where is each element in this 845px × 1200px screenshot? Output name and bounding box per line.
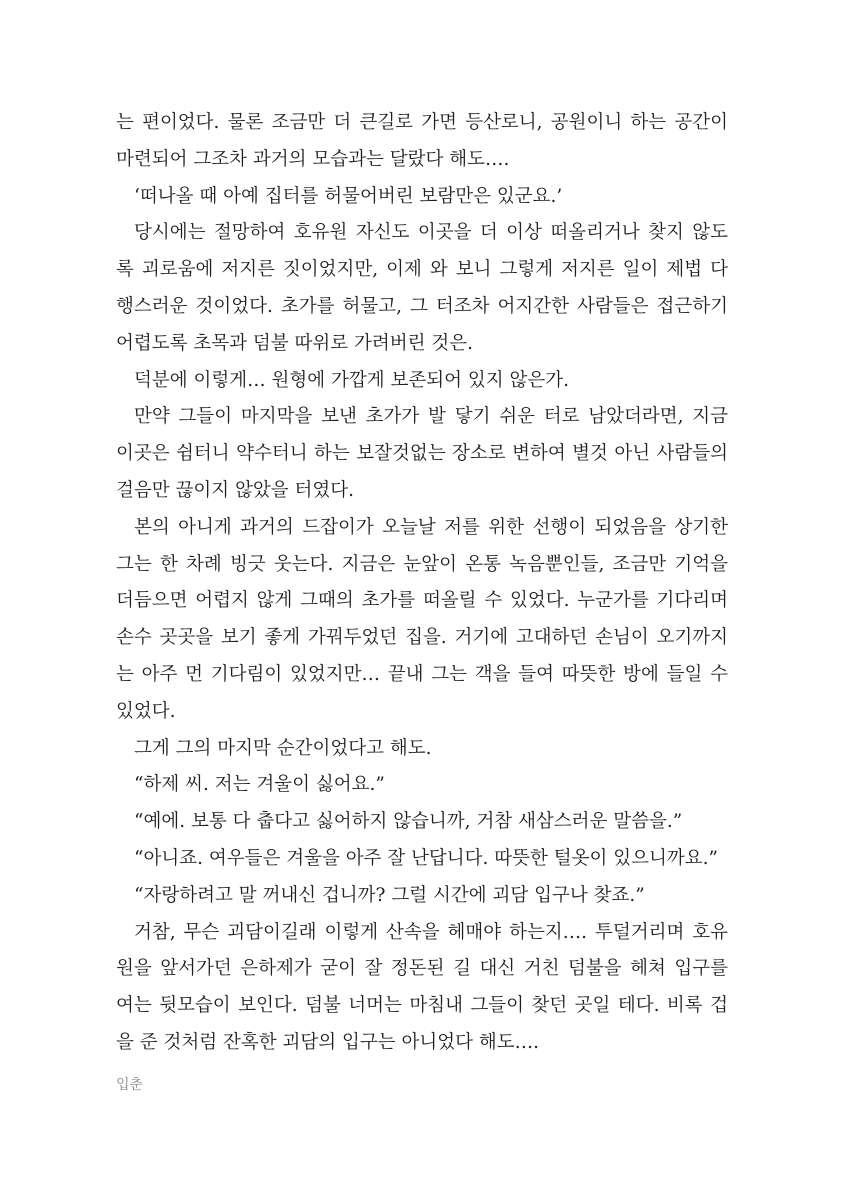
text-line: ‘떠나올 때 아예 집터를 허물어버린 보람만은 있군요.’: [134, 185, 563, 207]
text-line: 거참, 무슨 괴담이길래 이렇게 산속을 헤매야 하는지…. 투덜거리며 호유: [134, 921, 728, 943]
text-line: 있었다.: [116, 700, 176, 722]
text-line: 덕분에 이렇게… 원형에 가깝게 보존되어 있지 않은가.: [134, 369, 569, 391]
text-line: 본의 아니게 과거의 드잡이가 오늘날 저를 위한 선행이 되었음을 상기한: [134, 516, 728, 538]
text-line: 어렵도록 초목과 덤불 따위로 가려버린 것은.: [116, 332, 473, 354]
text-line: 손수 곳곳을 보기 좋게 가꿔두었던 집을. 거기에 고대하던 손님이 오기까지: [116, 627, 728, 649]
text-line: 마련되어 그조차 과거의 모습과는 달랐다 해도….: [116, 148, 510, 170]
text-line: “하제 씨. 저는 겨울이 싫어요.”: [134, 774, 385, 796]
text-line: 는 아주 먼 기다림이 있었지만… 끝내 그는 객을 들여 따뜻한 방에 들일 수: [116, 663, 728, 685]
text-line: 그게 그의 마지막 순간이었다고 해도.: [134, 737, 432, 759]
text-line: 당시에는 절망하여 호유원 자신도 이곳을 더 이상 떠올리거나 찾지 않도: [134, 222, 728, 244]
text-line: 행스러운 것이었다. 초가를 허물고, 그 터조차 어지간한 사람들은 접근하기: [116, 295, 728, 317]
text-line: 여는 뒷모습이 보인다. 덤불 너머는 마침내 그들이 찾던 곳일 테다. 비록 겁: [116, 995, 728, 1017]
text-line: 더듬으면 어렵지 않게 그때의 초가를 떠올릴 수 있었다. 누군가를 기다리며: [116, 590, 728, 612]
text-line: “아니죠. 여우들은 겨울을 아주 잘 난답니다. 따뜻한 털옷이 있으니까요.”: [134, 847, 718, 869]
text-line: 는 편이었다. 물론 조금만 더 큰길로 가면 등산로니, 공원이니 하는 공간이: [116, 112, 728, 133]
book-page-text: [116, 105, 728, 1062]
text-line: 걸음만 끊이지 않았을 터였다.: [116, 479, 354, 501]
text-line: 원을 앞서가던 은하제가 굳이 잘 정돈된 길 대신 거친 덤불을 헤쳐 입구를: [116, 958, 728, 980]
text-line: 그는 한 차례 빙긋 웃는다. 지금은 눈앞이 온통 녹음뿐인들, 조금만 기억을: [116, 553, 728, 575]
text-line: “예에. 보통 다 춥다고 싫어하지 않습니까, 거참 새삼스러운 말씀을.”: [134, 811, 683, 833]
text-line: 을 준 것처럼 잔혹한 괴담의 입구는 아니었다 해도….: [116, 1031, 539, 1053]
text-line: 이곳은 쉼터니 약수터니 하는 보잘것없는 장소로 변하여 별것 아닌 사람들의: [116, 443, 728, 465]
text-line: 록 괴로움에 저지른 짓이었지만, 이제 와 보니 그렇게 저지른 일이 제법 다: [116, 259, 728, 281]
running-footer-title: 입춘: [116, 1077, 144, 1093]
text-line: “자랑하려고 말 꺼내신 겁니까? 그럴 시간에 괴담 입구나 찾죠.”: [134, 884, 645, 906]
text-line: 만약 그들이 마지막을 보낸 초가가 발 닿기 쉬운 터로 남았더라면, 지금: [134, 406, 728, 428]
